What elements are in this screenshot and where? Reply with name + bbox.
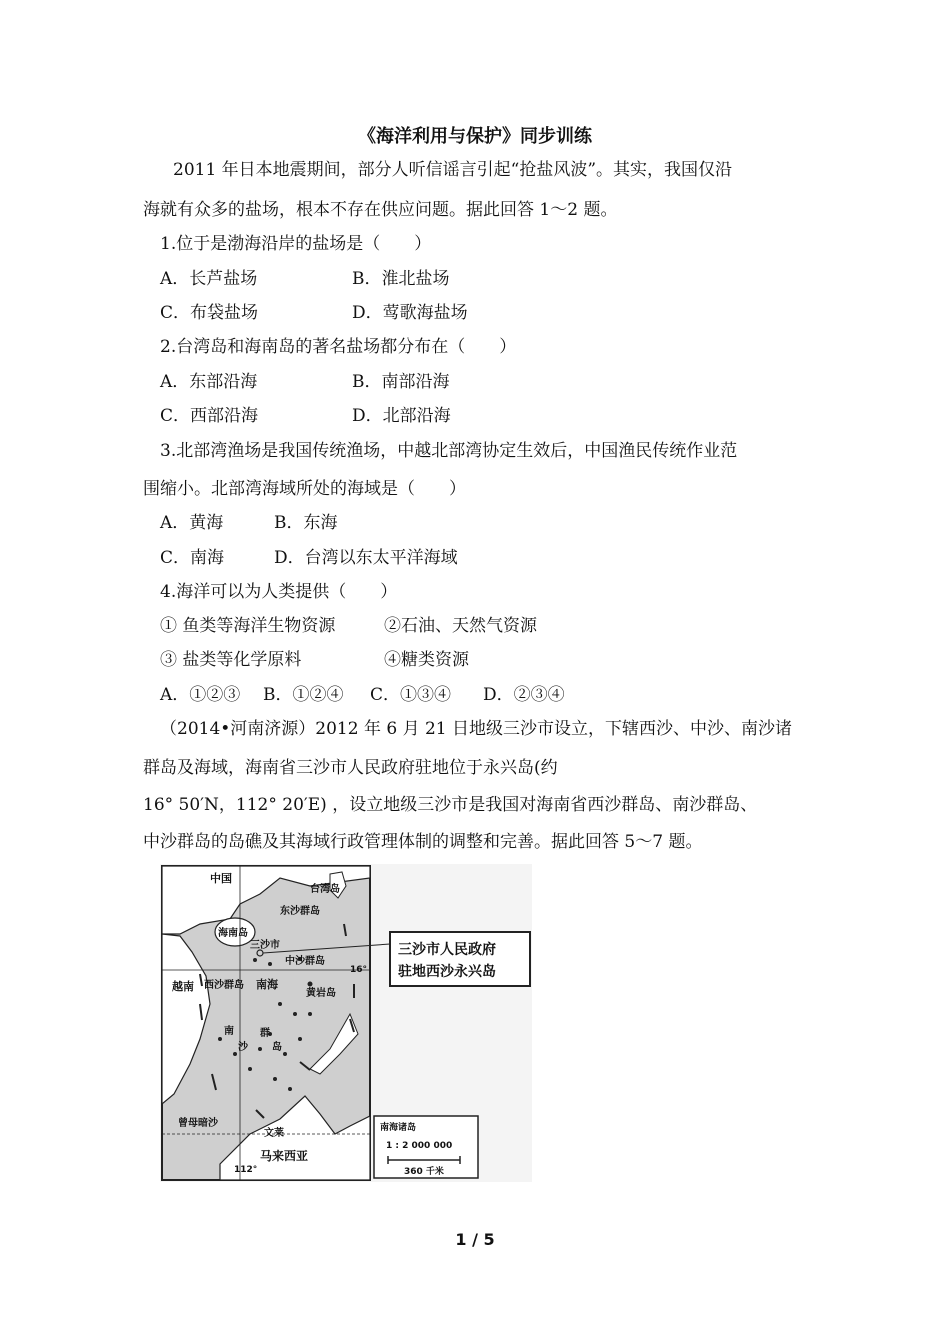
page-number: 1 / 5 [455,1230,495,1249]
label-china: 中国 [210,872,232,885]
question-2-option-c: C．西部沿海 [160,406,259,426]
inset-title: 南海诸岛 [380,1123,417,1133]
label-malaysia: 马来西亚 [260,1149,309,1163]
intro-line-1: 2011 年日本地震期间，部分人听信谣言引起“抢盐风波”。其实，我国仅沿 [173,160,733,180]
south-china-sea-map [160,864,532,1182]
question-4-item-4: ④糖类资源 [384,650,469,670]
question-2-option-b: B．南部沿海 [352,372,450,392]
question-1-option-d: D．莺歌海盐场 [352,303,468,323]
question-1-option-c: C．布袋盐场 [160,303,259,323]
intro-line-2: 海就有众多的盐场，根本不存在供应问题。据此回答 1～2 题。 [143,200,618,220]
question-4-item-3: ③ 盐类等化学原料 [160,650,302,670]
intro2-line-2: 群岛及海域，海南省三沙市人民政府驻地位于永兴岛(约 [143,758,558,778]
map-svg [160,864,532,1182]
question-1-option-b: B．淮北盐场 [352,269,450,289]
label-zengmu: 曾母暗沙 [178,1118,218,1129]
label-taiwan: 台湾岛 [310,884,340,895]
question-2-stem: 2.台湾岛和海南岛的著名盐场都分布在（ ） [160,337,517,357]
label-huangyan: 黄岩岛 [306,988,336,999]
page-title: 《海洋利用与保护》同步训练 [358,126,592,147]
question-4-option-b: B．①②④ [263,685,344,705]
label-sansha: 三沙市 [250,940,280,951]
question-2-option-a: A．东部沿海 [160,372,258,392]
question-4-stem: 4.海洋可以为人类提供（ ） [160,582,398,602]
intro2-line-1: （2014•河南济源）2012 年 6 月 21 日地级三沙市设立，下辖西沙、中沙、南沙诸 [160,719,793,739]
label-nansha-3: 群 [260,1028,270,1039]
label-nansha-1: 南 [224,1026,234,1037]
label-dongsha: 东沙群岛 [280,906,320,917]
question-3-stem-line-2: 围缩小。北部湾海域所处的海域是（ ） [143,479,466,499]
question-3-option-d: D．台湾以东太平洋海域 [274,548,458,568]
label-hainan: 海南岛 [218,928,248,939]
question-3-option-b: B．东海 [274,513,338,533]
label-xisha: 西沙群岛 [204,980,244,991]
callout-line-2: 驻地西沙永兴岛 [398,964,496,980]
label-nansha-2: 沙 [238,1042,248,1053]
question-3-option-c: C．南海 [160,548,225,568]
label-lon112: 112° [234,1165,258,1175]
question-4-option-d: D．②③④ [483,685,565,705]
label-lat16: 16° [350,965,368,975]
label-brunei: 文莱 [264,1128,284,1139]
question-3-option-a: A．黄海 [160,513,224,533]
question-4-item-1: ① 鱼类等海洋生物资源 [160,616,336,636]
question-1-stem: 1.位于是渤海沿岸的盐场是（ ） [160,234,432,254]
question-4-item-2: ②石油、天然气资源 [384,616,537,636]
question-1-option-a: A．长芦盐场 [160,269,258,289]
label-zhongsha: 中沙群岛 [285,956,325,967]
label-nansha-4: 岛 [272,1042,282,1053]
question-4-option-a: A．①②③ [160,685,241,705]
question-3-stem-line-1: 3.北部湾渔场是我国传统渔场，中越北部湾协定生效后，中国渔民传统作业范 [160,441,738,461]
inset-scale: 1 : 2 000 000 [386,1141,453,1151]
callout-line-1: 三沙市人民政府 [398,942,496,958]
label-nanhai: 南海 [256,978,278,991]
intro2-line-3: 16° 50′N，112° 20′E) ，设立地级三沙市是我国对海南省西沙群岛、南沙群岛、 [143,795,758,815]
intro2-line-4: 中沙群岛的岛礁及其海域行政管理体制的调整和完善。据此回答 5～7 题。 [143,832,703,852]
label-vietnam: 越南 [172,980,194,993]
question-4-option-c: C．①③④ [370,685,452,705]
inset-distance: 360 千米 [404,1167,444,1177]
question-2-option-d: D．北部沿海 [352,406,451,426]
